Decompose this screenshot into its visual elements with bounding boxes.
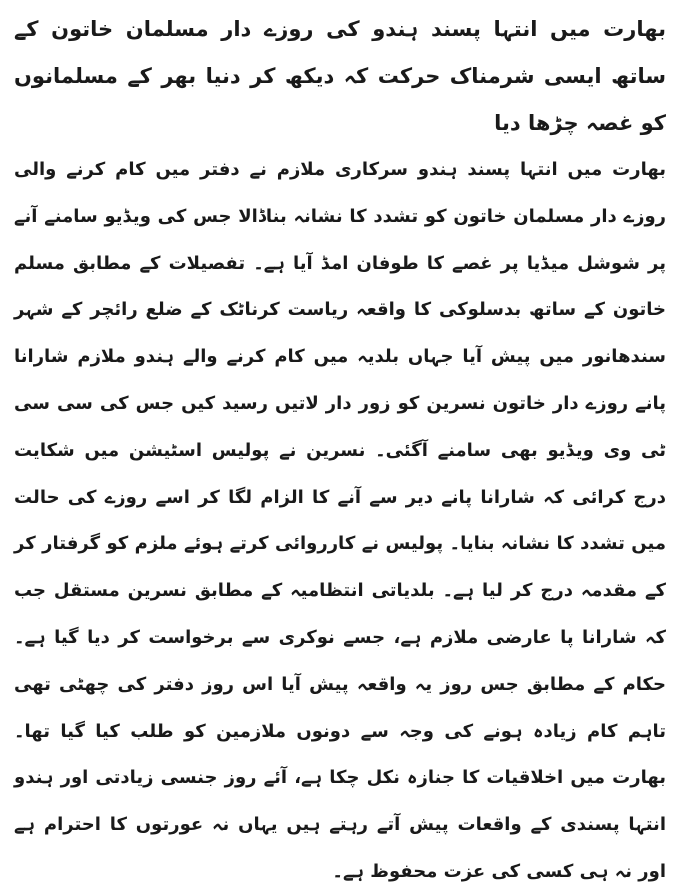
article-headline: بھارت میں انتہا پسند ہندو کی روزے دار مسلمان خاتون کے ساتھ ایسی شرمناک حرکت کہ دیکھ کر دنیا بھر کے مسلمانوں کو غصہ چڑھا دیا [14, 17, 666, 135]
article-body: بھارت میں انتہا پسند ہندو سرکاری ملازم نے دفتر میں کام کرنے والی روزے دار مسلمان خاتون کو تشدد کا نشانہ بناڈالا جس کی ویڈیو سامنے آنے پر شوشل میڈیا پر غصے کا طوفان امڈ آیا ہے۔ تفصیلات کے مطابق مسلم خاتون کے ساتھ بدسلوکی کا واقعہ ریاست کرناٹک کے ضلع رائچر کے شہر سندھانور میں پیش آیا جہاں بلدیہ میں کام کرنے والے ہندو ملازم شارانا پانے روزے دار خاتون نسرین کو زور دار لاتیں رسید کیں جس کی سی سی ٹی وی ویڈیو بھی سامنے آگئی۔ نسرین نے پولیس اسٹیشن میں شکایت درج کرائی کہ شارانا پانے دیر سے آنے کا الزام لگا کر اسے روزے کی حالت میں تشدد کا نشانہ بنایا۔ پولیس نے کارروائی کرتے ہوئے ملزم کو گرفتار کر کے مقدمہ درج کر لیا ہے۔ بلدیاتی انتظامیہ کے مطابق نسرین مستقل جب کہ شارانا پا عارضی ملازم ہے، جسے نوکری سے برخواست کر دیا گیا ہے۔ حکام کے مطابق جس روز یہ واقعہ پیش آیا اس روز دفتر کی چھٹی تھی تاہم کام زیادہ ہونے کی وجہ سے دونوں ملازمین کو طلب کیا گیا تھا۔ بھارت میں اخلاقیات کا جنازہ نکل چکا ہے، آئے روز جنسی زیادتی اور ہندو انتہا پسندی کے واقعات پیش آتے رہتے ہیں یہاں نہ عورتوں کا احترام ہے اور نہ ہی کسی کی عزت محفوظ ہے۔ [14, 159, 666, 882]
news-article [14, 6, 666, 896]
